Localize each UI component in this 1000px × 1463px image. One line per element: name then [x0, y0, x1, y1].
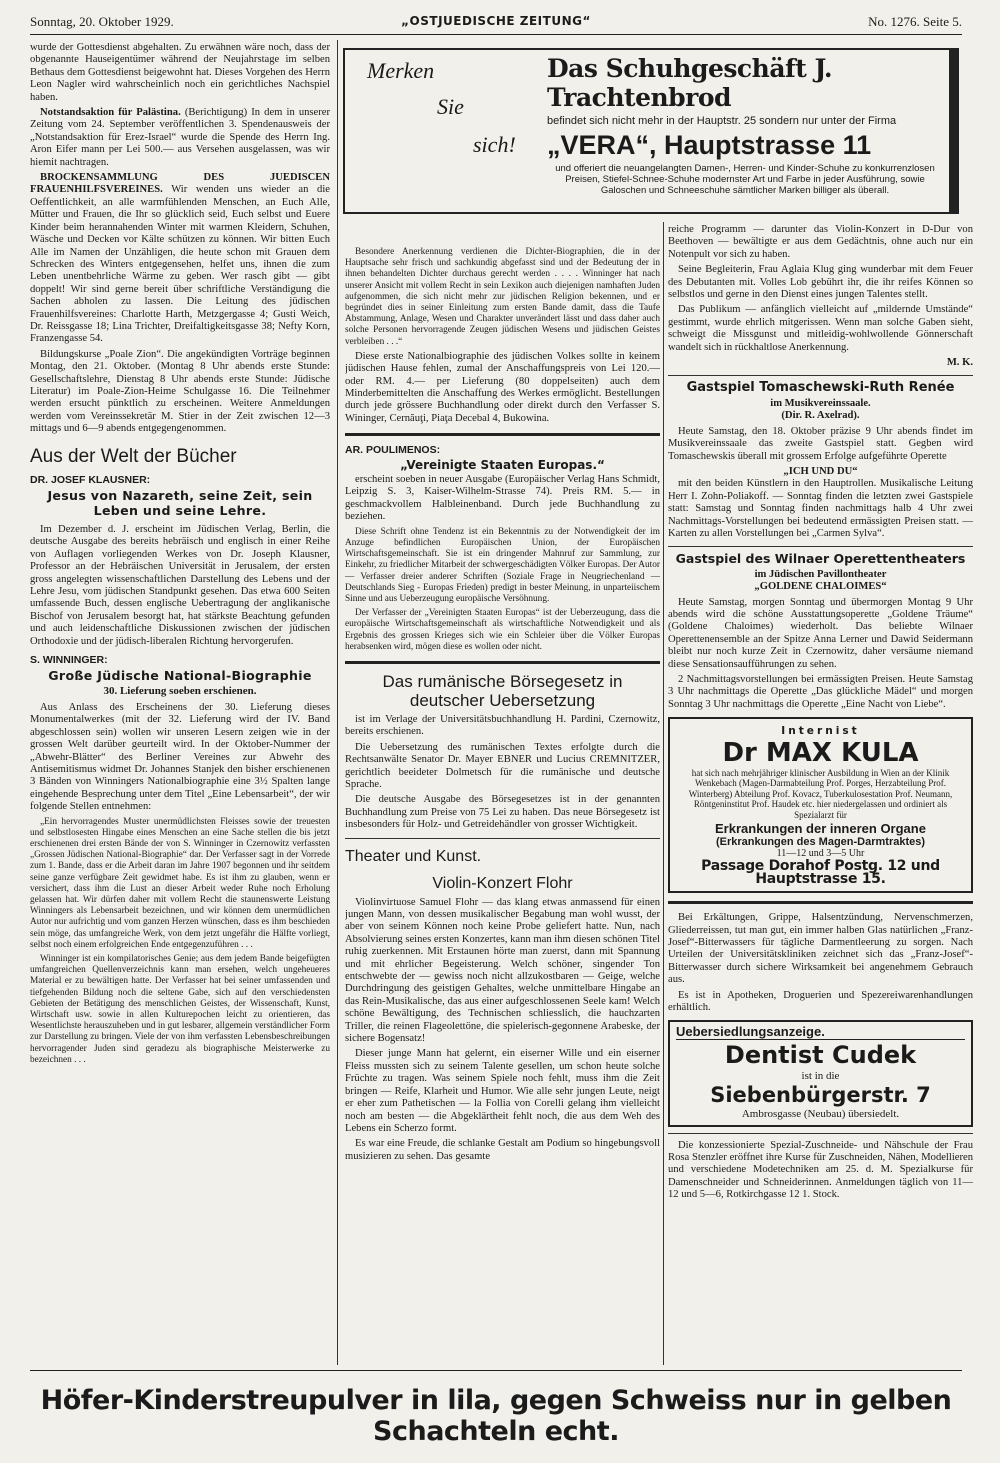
page-header — [30, 14, 962, 36]
column-2 — [345, 247, 660, 1367]
quote-text: Winninger ist ein kompilatorisches Genie; aus dem jedem Bande beigefügten umfangreichen Quellenverzeichnis kann man ersehen, welch ungeheueres Material er zu bewältigen hatte. Der Verfasser hat bei seiner umfassenden und tiefgehenden Bildung noch die seltene Gabe, sich auf den verschiedensten Gebieten der Betätigung des menschlichen Geistes, der Wissenschaft, Kunst, Wirtschaft usw. sowie in allen Kulturepochen leicht zu orientieren, das Wesentlichste herauszuheben und in gut lesbarer, allgemein verständlicher Form zur Darstellung zu bringen. Viele der von ihm verfassten Lebensbeschreibungen hervorragender Juden sind geradezu als biographische Meisterwerke zu bezeichnen . . . — [30, 953, 330, 1065]
author-name: DR. JOSEF KLAUSNER: — [30, 473, 151, 486]
divider — [668, 901, 973, 904]
article-text: Bildungskurse „Poale Zion“. Die angekündigten Vorträge beginnen Montag, den 21. Oktober. (Montag 8 Uhr abends erste Stunde: Gesellschaftslehre, Dienstag 8 Uhr abends erste Stunde: Jüdische Literatur) im Poale-Zion-Heime Schulgasse 16. Die Teilnehmer werden ersucht pünktlich zu erscheinen. Weitere Anmeldungen werden vom Vereinssekretär M. Stier in der Zeit zwischen 12—3 mittags und 6—9 abends entgegengenommen. — [30, 348, 330, 435]
article-title: Das rumänische Börsegesetz in deutscher Uebersetzung — [382, 671, 623, 710]
article-text: Dieser junge Mann hat gelernt, ein eiserner Wille und ein eiserner Fleiss mussten sich zu seinem Talente gesellen, um schon heute solche Früchte zu tragen. Was seinem Spiele noch fehlt, muss ihm die Zeit bringen — Reife, Klarheit und Humor. Wie alle sehr jungen Leute, neigt er eher zum Pathetischen — la Follia von Corelli gelang ihm vielleicht noch am besten — die Abgeklärtheit fehlt noch, die aus dem Weh des Lebens ein Scherzo formt. — [345, 1048, 660, 1134]
article-text: Der Verfasser der „Vereinigten Staaten Europas“ ist der Ueberzeugung, dass die europäische Wirtschaftsgemeinschaft als wirtschaftliche Notwendigkeit und als Ergebnis des grossen Krieges sich wie ein Schleier über die Völker Europas herabsenken wird, mögen diese es wollen oder nicht. — [345, 608, 660, 652]
ad-line: und offeriert die neuangelangten Damen-, Herren- und Kinder-Schuhe zu konkurrenzlosen Preisen, Stiefel-Schnee-Schuhe modernster Art und Farbe in jeder Ausführung, sowie Galoschen und Schneeschuhe sämtlicher Marken billiger als überall. — [555, 163, 935, 196]
ad-hours: 11—12 und 3—5 Uhr — [776, 847, 865, 859]
header-issue: No. 1276. Seite 5. — [868, 14, 962, 29]
article-text: Es ist in Apotheken, Droguerien und Spezereiwarenhandlungen erhältlich. — [668, 989, 973, 1013]
event-director: (Dir. R. Axelrad). — [781, 410, 860, 422]
article-text: reiche Programm — darunter das Violin-Konzert in D-Dur von Beethoven — bewältigte er aus dem Gedächtnis, ohne auch nur ein Notenpult vor sich zu haben. — [668, 224, 973, 260]
article-text: Aus Anlass des Erscheinens der 30. Lieferung dieses Monumentalwerkes (mit der 32. Lieferung wird der IV. Band abgeschlossen sein) wollen wir unseren Lesern zeigen wie in der grossen Welt darüber geurteilt wird. In der Oktober-Nummer der „Abwehr-Blätter“ des Berliner Vereines zur Abwehr des Antisemitismus widmet Dr. Johannes Stanjek den bisher erschienenen 3 Bänden von Winningers Nationalbiographie eine 3½ Spalten lange eingehende Besprechung unter dem Titel „Eine Lebensarbeit“, der wir folgende Stellen entnehmen: — [30, 701, 330, 813]
article-text: erscheint soeben in neuer Ausgabe (Europäischer Verlag Hans Schmidt, Leipzig S. 3, Kaiser-Wilhelm-Strasse 74). Preis RM. 5.— in geschmackvollem Halbleinenband. Durch jede Buchhandlung zu beziehen. — [345, 474, 660, 523]
article-text: Heute Samstag, morgen Sonntag und übermorgen Montag 9 Uhr abends wird die schöne Ausstattungsoperette „Goldene Träume“ (Goldene Chaloimes) wiederholt. Das beliebte Wilnaer Operettenensemble an der Spitze Anna Lerner und Dawid Seidermann bleibt nur noch kurze Zeit in Czernowitz, daher versäume niemand diese Sensationsaufführungen zu sehen. — [668, 596, 973, 670]
article-text: Im Dezember d. J. erscheint im Jüdischen Verlag, Berlin, die deutsche Ausgabe des bereits hebräisch und englisch in einer Reihe von Auflagen vorliegenden Werkes von Dr. Joseph Klausner, Professor an der Hebräischen Universität in Jerusalem, der ersten gross angelegten wissenschaftlichen Darstellung des Lebens und der Lehre Jesu, vom jüdischen Standpunkt gesehen. Das etwa 600 Seiten umfassende Buch, dessen englische Uebertragung der anglikanische Bischof von Jerusalem besorgt hat, hat stärkste Beachtung gefunden und auch leidenschaftliche Diskussionen zwischen der jüdischen Orthodoxie und der jüdisch-liberalen Richtung hervorgerufen. — [30, 524, 330, 647]
event-venue: im Musikvereinssaale. — [770, 397, 871, 409]
article-text: Es war eine Freude, die schlanke Gestalt am Podium so hingebungsvoll musizieren zu sehen. Das gesamte — [345, 1138, 660, 1162]
footer-ad — [30, 1370, 962, 1447]
article-text: Die Uebersetzung des rumänischen Textes erfolgte durch die Rechtsanwälte Senator Dr. Mayer EBNER und Lucius CREMNITZER, gerichtlich beeideter Dolmetsch für die rumänische und deutsche Sprache. — [345, 741, 660, 790]
ad-brand: Das Schuhgeschäft J. Trachtenbrod — [547, 54, 833, 112]
article-heading: Notstandsaktion für Palästina. — [40, 107, 181, 119]
article-text: Seine Begleiterin, Frau Aglaia Klug ging wunderbar mit dem Feuer des Debutanten mit. Volles Lob gebührt ihr, die ihr reifes Können so selbstlos und gerne in den Dienst eines jungen Talentes stellt. — [668, 264, 973, 301]
article-text: Bei Erkältungen, Grippe, Halsentzündung, Nervenschmerzen, Gliederreissen, tut man gut, ein immer halben Glas natürlichen „Franz-Josef“-Bitterwassers für tägliche Darmentleerung zu sorgen. Nach Urteilen der Universitätskliniken zeichnet sich das „Franz-Josef“-Bitterwasser durch sichere Wirksamkeit bei angenehmem Gebrauch aus. — [668, 912, 973, 986]
header-date: Sonntag, 20. Oktober 1929. — [30, 14, 174, 29]
book-subtitle: 30. Lieferung soeben erschienen. — [103, 685, 257, 698]
ad-line: befindet sich nicht mehr in der Hauptstr. 25 sondern nur unter der Firma — [547, 115, 897, 127]
divider — [668, 1133, 973, 1134]
ad-specialty-detail: (Erkrankungen des Magen-Darmtraktes) — [715, 835, 926, 848]
article-text: 2 Nachmittagsvorstellungen bei ermässigten Preisen. Heute Samstag 3 Uhr nachmittags die Operette „Das glückliche Mädel“ und morgen Sonntag 3 Uhr nachmittags die Operette „Eine Nacht von Liebe“. — [668, 674, 973, 710]
doctor-name: Dr MAX KULA — [722, 737, 919, 768]
article-text: Diese erste Nationalbiographie des jüdischen Volkes sollte in keinem jüdischen Hause fehlen, zumal der Anschaffungspreis von Lei 120.— oder RM. 4.— per Lieferung (80 doppelseiten) auch dem Minderbemittelten die Anschaffung des Werkes ermöglicht. Bestellungen durch jede grössere Buchhandlung oder direkt durch den Verfasser S. Wininger, Cernăuţi, Piaţa Decebal 4, Bukowina. — [345, 350, 660, 424]
footer-ad-text: Höfer-Kinderstreupulver in lila, gegen Schweiss nur in gelben Schachteln echt. — [40, 1385, 952, 1447]
article-text: wurde der Gottesdienst abgehalten. Zu erwähnen wäre noch, dass der obgenannte Hauseigentümer während der Neujahrstage im selben Bethaus dem Gottesdienst beigewohnt hat. Dieses Vorgehen des Herrn Leon Nagler wird wahrscheinlich noch ein gerichtliches Nachspiel haben. — [30, 42, 330, 103]
event-title: Gastspiel des Wilnaer Operettentheaters — [675, 551, 966, 567]
ad-address: Siebenbürgerstr. 7 — [710, 1083, 931, 1108]
author-name: AR. POULIMENOS: — [345, 444, 441, 457]
ad-body — [547, 54, 943, 196]
ad-line: Ambrosgasse (Neubau) übersiedelt. — [741, 1108, 900, 1121]
operetta-title: „GOLDENE CHALOIMES“ — [754, 581, 887, 593]
article-heading: BROCKENSAMMLUNG DES JUEDISCEN FRAUENHILFSVEREINES. — [30, 172, 330, 196]
article-text: Wir wenden uns wieder an die Oeffentlichkeit, an alle warmfühlenden Menschen, an Euch Alle, Mütter und Frauen, die Ihr so glücklich seid, Euch selbst und Euere Kinder beim herannahenden Winter mit warmen Kleidern, Schuhen, Wäsche und Decken vor Kälte schützen zu können. Wir bitten Euch Alle im Namen der Unzähligen, die heute schon mit Grauen dem Schrecken des Winters entgegensehen, helfet uns, ihnen die zum Leben unentbehrliche Wärme zu geben. Wer rasch gibt — gibt doppelt! Wir sind gerne bereit über schriftliche Verständigung die Sachen abholen zu lassen. Die Leitung des jüdischen Frauenhilfsvereines: Charlotte Harth, Metzgergasse 4; Gusti Weich, Dr. Reissgasse 18; Lina Trichter, Dreifaltigkeitsgasse 38; Nefty Korn, Franzengasse 54. — [30, 184, 330, 345]
ad-title: Uebersiedlungsanzeige. — [676, 1026, 965, 1039]
quote-text: Besondere Anerkennung verdienen die Dichter-Biographien, die in der Hauptsache sehr frisch und sachkundig abgefasst sind und der Bedeutung der in ihnen behandelten Dichter durchaus gerecht werden . . . . Winninger hat nach unserer Ansicht mit vollem Recht in sein Lexikon auch diejenigen namhaften Juden aufgenommen, die sich nicht mehr zur jüdischen Religion bekennen, und er begründet dies in seiner Einleitung zum ersten Bande damit, dass die Taufe Abstammung, Anlage, Wesen und Charakter unverändert lässt und dass daher auch solche Personen hervorragende Zeugen jüdischen Wesens und jüdischen Geistes verbleiben . . .“ — [345, 247, 660, 347]
ad-store-name: „VERA“, Hauptstrasse 11 — [547, 130, 872, 160]
book-title: „Vereinigte Staaten Europas.“ — [400, 457, 605, 472]
divider — [668, 546, 973, 547]
column-3 — [668, 224, 973, 1367]
operetta-title: „ICH UND DU“ — [783, 465, 858, 477]
article-text: mit den beiden Künstlern in den Hauptrollen. Musikalische Leitung Herr I. Zohn-Poliakoff. — Sonntag finden die letzten zwei Gastspiele statt: Samstag und Sonntag finden nachmittags halb 4 Uhr zwei Nachmittags-Vorstellungen bei bedeutend ermässigten Preisen statt. — Karten zu allen Vorstellungen bei „Carmen Sylva“. — [668, 478, 973, 539]
article-text: Diese Schrift ohne Tendenz ist ein Bekenntnis zu der Notwendigkeit der im Anzuge befindlichen Europäischen Union, der Europäischen Wirtschaftsgemeinschaft. Sie ist ein dringender Mahnruf zur Sammlung, zur Einkehr, zu friedlicher Mitarbeit der schwergeschädigten Völker Europas. Der Autor — Verfasser dreier anderer Schriften (Soziale Frage in Neugriechenland — Deutschlands Sieg - Europas Frieden) predigt in bester Meinung, in unparteiischem Sinne und aus Ueberzeugung europäische Versöhnung. — [345, 526, 660, 604]
article-text: Heute Samstag, den 18. Oktober präzise 9 Uhr abends findet im Musikvereinssaale das zweite Gastspiel statt. Gegben wird Tomaschewskis überall mit grossem Erfolge aufgeführte Operette — [668, 425, 973, 462]
ad-slogan-word: Sie — [437, 94, 464, 119]
dentist-name: Dentist Cudek — [724, 1040, 917, 1069]
book-title: Große Jüdische National-Biographie — [48, 668, 312, 684]
section-title: Theater und Kunst. — [345, 847, 482, 865]
ad-line: hat sich nach mehrjähriger klinischer Ausbildung in Wien an der Klinik Wenkebach (Magen-Darmabteilung Prof. Porges, Herzabteilung Prof. Winterberg) Abteilung Prof. Kovacz, Tuberkulosestation Prof. Neumann, Röntgeninstitut Prof. Haudek etc. hier niedergelassen und ordiniert als Spezialarzt für — [688, 767, 953, 820]
shoe-store-ad — [343, 48, 959, 214]
article-title: Violin-Konzert Flohr — [432, 874, 573, 892]
divider — [668, 375, 973, 376]
column-1 — [30, 42, 330, 1362]
divider — [345, 838, 660, 839]
dentist-ad — [668, 1020, 973, 1126]
article-text: Die konzessionierte Spezial-Zuschneide- und Nähschule der Frau Rosa Stenzler eröffnet ihre Kurse für Zuschneiden, Nähen, Modellieren und verschiedene Modetechniken am 25. d. M. Spezialkurse für Damenschneider und Schneiderinnen. Anmeldungen täglich von 11—12 und 5—6, Rotkirchgasse 12 1. Stock. — [668, 1139, 973, 1201]
quote-text: „Ein hervorragendes Muster unermüdlichsten Fleisses sowie der treuesten und selbstlosesten Hingabe eines Menschen an eine Sache stellen die bis jetzt erschienenen drei ersten Bände der von S. Winninger in Czernowitz verfassten „Grossen Jüdischen National-Biographie“ dar. Der Verfasser sagt in der Vorrede zum 1. Bande, dass er die Arbeit daran im Jahre 1907 begonnen und ihr seitdem seine ganze verfügbare Zeit gewidmet habe. Es ist ihm zu glauben, wenn er versichert, dass ihm die Lust an dieser Arbeit weder Ruhe noch Erholung gelassen hat. Wir dürfen daher mit vollem Recht die staunenswerte Leistung Winningers als Lebensarbeit bezeichnen, und wir können dem unermüdlichen Autor nur aufrichtig und vom ganzen Herzen wünschen, dass es ihm beschieden sein möge, das umfangreiche Werk, von dem jetzt ungefähr die Hälfte vorliegt, selbst noch einem erfolgreichen Ende entgegenzuführen . . . — [30, 816, 330, 950]
event-title: Gastspiel Tomaschewski-Ruth Renée — [686, 380, 955, 396]
ad-line: ist in die — [801, 1069, 840, 1082]
column-rule — [663, 222, 664, 1365]
ad-address: Passage Dorahof Postg. 12 und Hauptstrasse 15. — [701, 858, 940, 887]
divider — [345, 661, 660, 664]
article-text: Violinvirtuose Samuel Flohr — das klang etwas anmassend für einen jungen Mann, von dessen musikalischer Begabung man wohl wusst, der aber von seinem Können noch keine Probe geliefert hatte. Nun, nach Absolvierung seines ersten Konzertes, kann man ihm diesen schönen Titel ruhig zuerkennen. Mit Erstaunen hörte man zuerst, dann mit Spannung und mit ehrlicher Begeisterung. Welch schöner, singender Ton entschwebte der — gewiss noch nicht allzukostbaren — Geige, welche Durchdringung des geistigen Gehaltes, welche unmittelbare Hingabe an das Rein-Musikalische, das aus einer aufgeschlossenen Seele kam! Welch schöne Bewältigung, des Technischen schliesslich, die hauchzarten Triller, die reinen Flageolettöne, die spielerisch-gegonnene Arabeske, der sichere Bogensatz! — [345, 896, 660, 1045]
event-venue: im Jüdischen Pavillontheater — [754, 568, 887, 580]
article-text: ist im Verlage der Universitätsbuchhandlung H. Pardini, Czernowitz, bereits erschienen. — [345, 713, 660, 738]
section-title: Aus der Welt der Bücher — [30, 445, 237, 467]
ad-slogan-word: sich! — [473, 132, 516, 157]
author-name: S. WINNINGER: — [30, 654, 108, 667]
column-rule — [337, 40, 338, 1365]
header-rule — [30, 34, 962, 35]
ad-specialty: Erkrankungen der inneren Organe — [715, 821, 926, 837]
divider — [345, 433, 660, 436]
doctor-ad — [668, 717, 973, 893]
header-paper-name: „OSTJUEDISCHE ZEITUNG“ — [401, 14, 591, 28]
ad-slogan-word: Merken — [367, 58, 435, 83]
book-title: Jesus von Nazareth, seine Zeit, sein Leben und seine Lehre. — [47, 488, 313, 518]
ad-border-bar — [949, 50, 957, 212]
article-text: Die deutsche Ausgabe des Börsegesetzes ist in der genannten Buchhandlung zum Preise von 75 Lei zu haben. Das neue Börsegesetz ist insbesonders für Holz- und Getreidehändler von grosser Wichtigkeit. — [345, 794, 660, 831]
article-text: (Berichtigung) In dem in unserer Zeitung vom 24. September veröffentlichen 3. Spendenausweis der „Notstandsaktion für Erez-Israel“ wurde die Spende des Herrn Ing. Aron Eifer mann per Lei 500.— aus Versehen ausgelassen, was wir hiemit nachtragen. — [30, 107, 330, 168]
ad-title: Internist — [781, 725, 860, 738]
article-text: Das Publikum — anfänglich vielleicht auf „mildernde Umstände“ gestimmt, wurde ehrlich mitgerissen. Wenn man solche Gaben sieht, schweigt die Missgunst und mitleidig-wohlwollende Gönnerschaft wandelt sich in rückhaltlose Anerkennung. — [668, 304, 973, 353]
author-signature: M. K. — [946, 357, 973, 369]
